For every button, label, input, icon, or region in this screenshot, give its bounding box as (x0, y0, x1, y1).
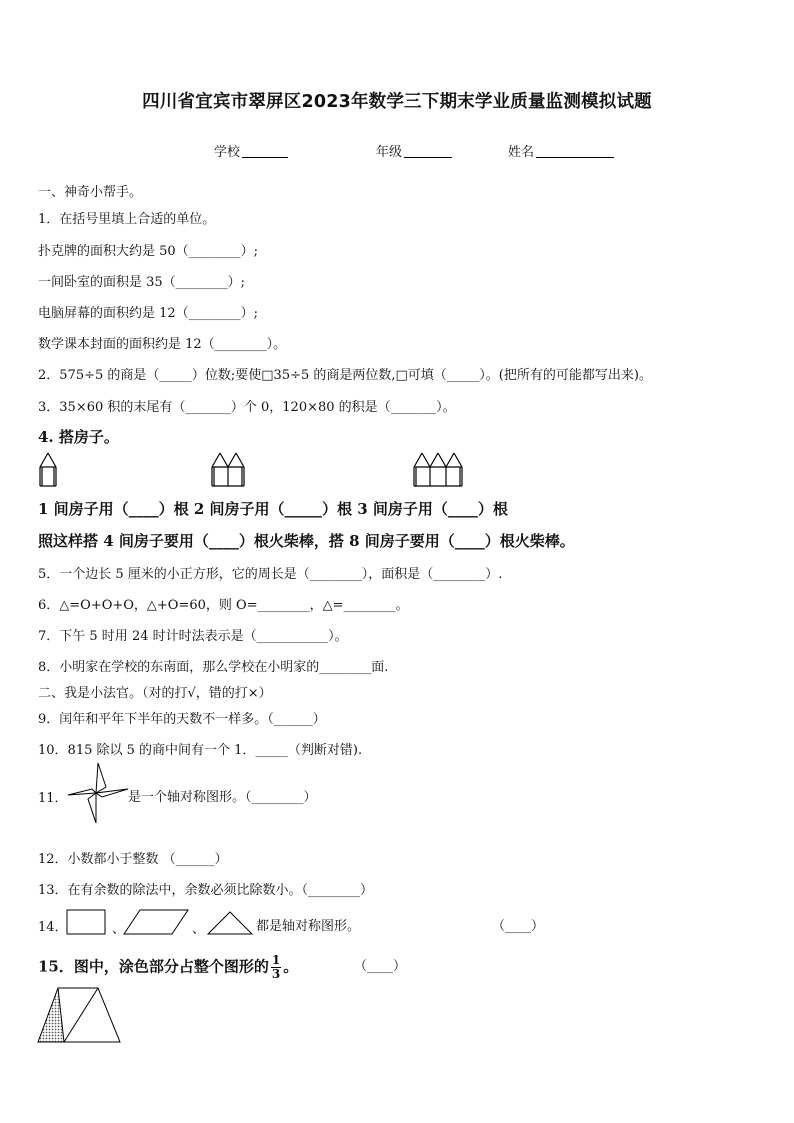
q14-text: 都是轴对称图形。 (256, 919, 361, 934)
name-blank[interactable] (536, 144, 614, 158)
school-field[interactable] (214, 141, 288, 160)
school-label: 学校 (214, 145, 241, 160)
fraction-numerator: 1 (271, 953, 281, 967)
q4-stem: 4. 搭房子。 (38, 428, 119, 446)
q1-stem: 1．在括号里填上合适的单位。 (38, 212, 216, 227)
two-houses-icon (212, 453, 244, 486)
q9: 9．闰年和平年下半年的天数不一样多。（______） (38, 712, 326, 727)
name-field[interactable] (508, 141, 614, 160)
name-label: 姓名 (508, 145, 535, 160)
q6: 6．△=O+O+O，△+O=60，则 O=________，△=________。 (38, 598, 409, 613)
q15-text (38, 954, 298, 981)
trapezoid-figure (36, 986, 122, 1044)
one-house-icon (40, 453, 56, 486)
page-title: 四川省宜宾市翠屏区2023年数学三下期末学业质量监测模拟试题 (142, 92, 652, 112)
q14-shapes (66, 908, 256, 938)
q14-number: 14． (38, 920, 68, 935)
parallelogram-shape (124, 910, 188, 934)
grade-label: 年级 (376, 145, 403, 160)
rectangle-shape (67, 910, 105, 934)
q5: 5．一个边长 5 厘米的小正方形，它的周长是（________），面积是（________）. (38, 567, 503, 582)
pinwheel-figure (66, 761, 132, 825)
q15-blank[interactable]: （____） (354, 959, 407, 974)
fraction (271, 954, 281, 981)
school-blank[interactable] (242, 144, 288, 158)
q1-item-c: 电脑屏幕的面积约是 12（________）; (38, 306, 259, 321)
q8: 8．小明家在学校的东南面，那么学校在小明家的________面. (38, 660, 389, 675)
matchstick-houses-figure (36, 451, 476, 489)
q10: 10．815 除以 5 的商中间有一个 1．_____（判断对错). (38, 743, 363, 758)
q15-tail: 。 (283, 957, 299, 976)
q4-line1: 1 间房子用（____）根 2 间房子用（_____）根 3 间房子用（____）根 (38, 500, 508, 518)
three-houses-icon (414, 453, 462, 486)
grade-field[interactable] (376, 141, 452, 160)
q4-line2: 照这样搭 4 间房子要用（____）根火柴棒，搭 8 间房子要用（____）根火柴棒。 (38, 532, 575, 550)
q11-number: 11． (38, 791, 68, 806)
triangle-shape (208, 912, 252, 934)
shaded-region (38, 988, 64, 1042)
q14-sep1: 、 (112, 922, 126, 937)
q12: 12．小数都小于整数 （______） (38, 852, 228, 867)
section-1-heading: 一、神奇小帮手。 (38, 185, 143, 200)
q1-item-d: 数学课本封面的面积约是 12（________）。 (38, 337, 287, 352)
grade-blank[interactable] (404, 144, 452, 158)
q13: 13．在有余数的除法中，余数必须比除数小。（________） (38, 883, 374, 898)
q7: 7．下午 5 时用 24 时计时法表示是（___________）。 (38, 629, 348, 644)
q2: 2．575÷5 的商是（_____）位数;要使□35÷5 的商是两位数,□可填（_____）。(把所有的可能都写出来)。 (38, 368, 652, 383)
q15-stem: 15．图中，涂色部分占整个图形的 (38, 957, 269, 976)
section-2-heading: 二、我是小法官。（对的打√，错的打×） (38, 686, 272, 701)
fraction-denominator: 3 (271, 967, 281, 981)
q14-sep2: 、 (192, 922, 206, 937)
q14-blank[interactable]: （____） (492, 919, 545, 934)
q1-item-a: 扑克牌的面积大约是 50（________）; (38, 244, 259, 259)
q3: 3．35×60 积的末尾有（_______）个 0，120×80 的积是（_______）。 (38, 400, 456, 415)
q1-item-b: 一间卧室的面积是 35（________）; (38, 275, 246, 290)
q11-text: 是一个轴对称图形。（________） (128, 790, 317, 805)
